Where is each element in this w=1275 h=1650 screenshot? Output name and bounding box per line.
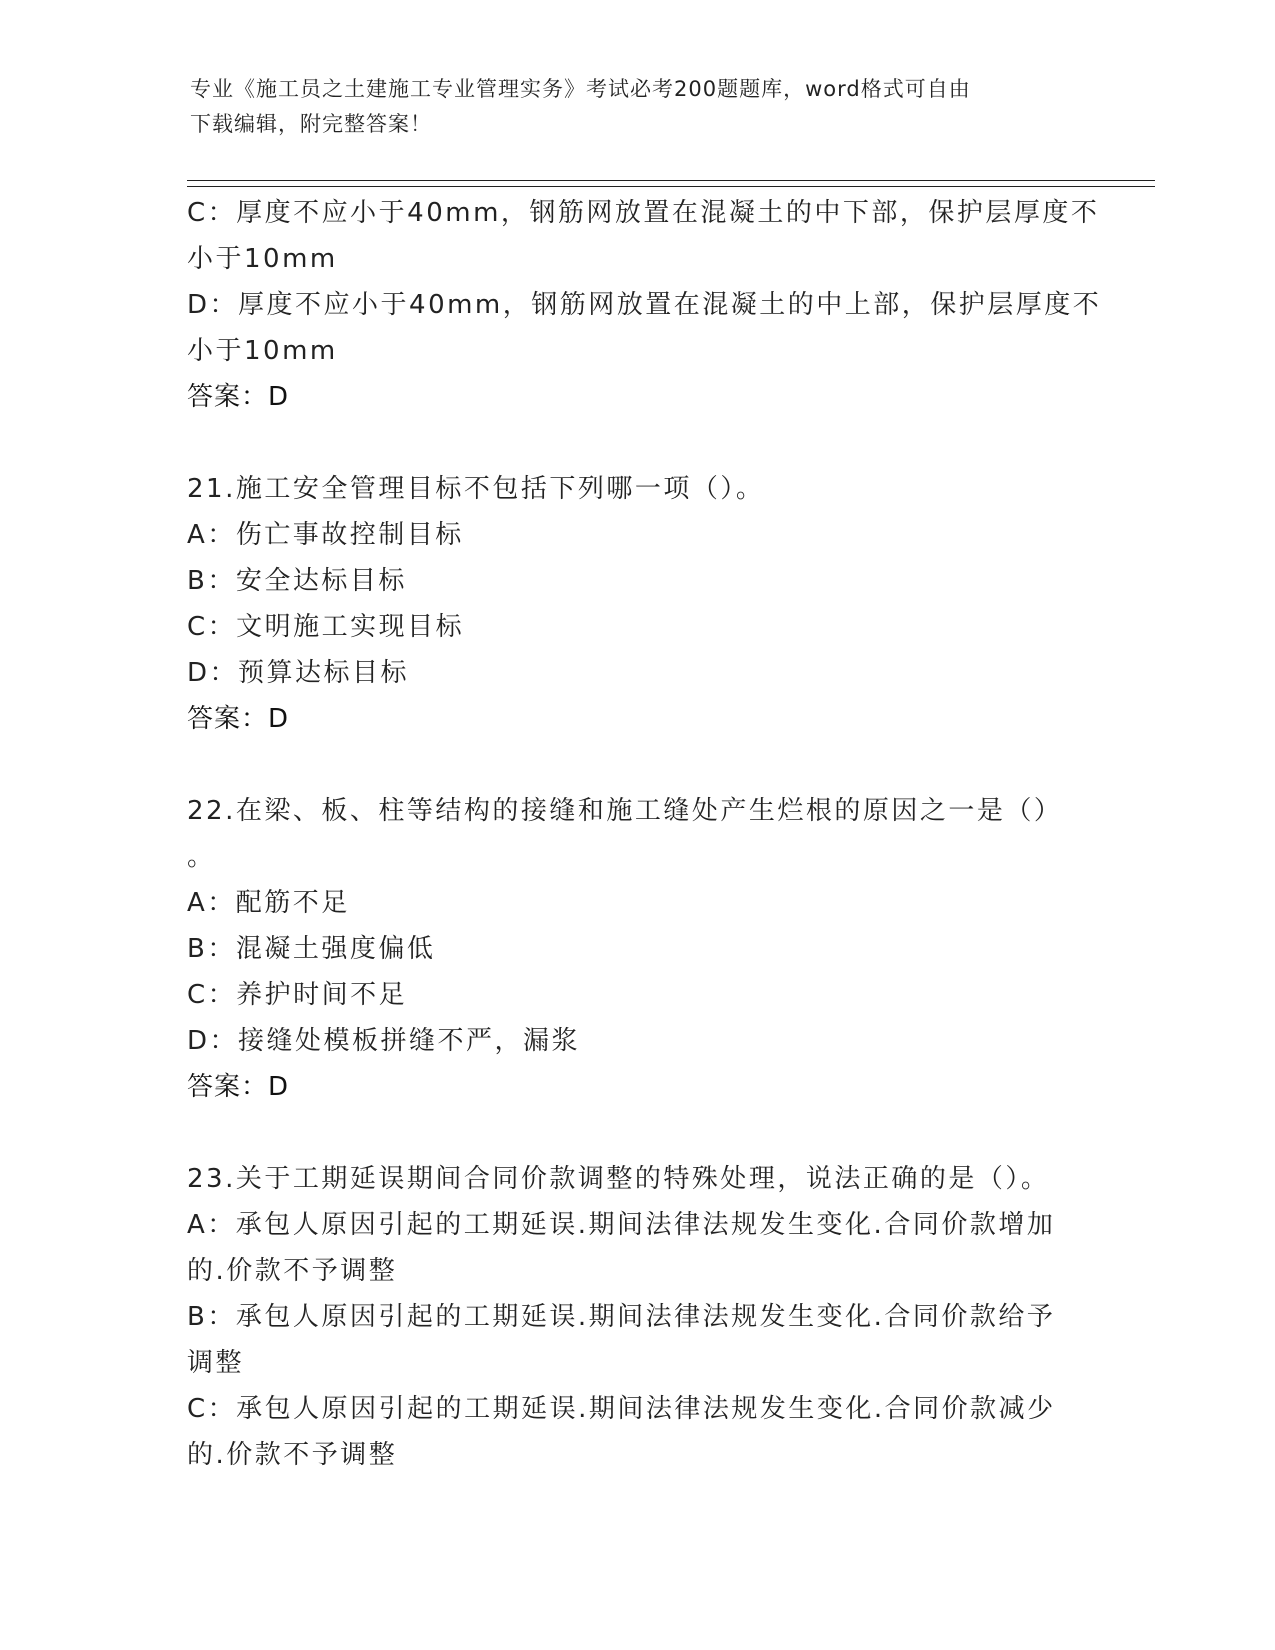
option-d: D：接缝处模板拼缝不严，漏浆 <box>187 1026 581 1056</box>
option-a: A：伤亡事故控制目标 <box>187 520 464 550</box>
option-d-line-2: 小于10mm <box>187 336 338 366</box>
answer: 答案：D <box>187 704 290 734</box>
header-line-2: 下载编辑，附完整答案！ <box>190 112 432 136</box>
option-c: C：文明施工实现目标 <box>187 612 465 642</box>
question-stem-line-2: 。 <box>187 842 216 872</box>
header-line-1: 专业《施工员之土建施工专业管理实务》考试必考200题题库，word格式可自由 <box>190 77 971 101</box>
option-b-line-2: 调整 <box>187 1348 245 1378</box>
question-stem: 23.关于工期延误期间合同价款调整的特殊处理，说法正确的是（）。 <box>187 1164 1050 1194</box>
option-a-line-2: 的.价款不予调整 <box>187 1256 398 1286</box>
answer: 答案：D <box>187 1072 290 1102</box>
spacer <box>187 742 1087 788</box>
document-body <box>187 190 1102 1478</box>
option-c: C：养护时间不足 <box>187 980 408 1010</box>
previous-question-tail <box>187 190 1102 420</box>
question-stem-line-1: 22.在梁、板、柱等结构的接缝和施工缝处产生烂根的原因之一是（） <box>187 796 1063 826</box>
header-divider-top <box>187 180 1155 181</box>
option-d: D：预算达标目标 <box>187 658 410 688</box>
answer: 答案：D <box>187 382 290 412</box>
option-c-line-1: C：承包人原因引起的工期延误.期间法律法规发生变化.合同价款减少 <box>187 1394 1056 1424</box>
question-22 <box>187 788 1087 1110</box>
option-c-line-1: C：厚度不应小于40mm，钢筋网放置在混凝土的中下部，保护层厚度不 <box>187 198 1100 228</box>
option-b: B：安全达标目标 <box>187 566 407 596</box>
document-header <box>190 72 1070 142</box>
option-b: B：混凝土强度偏低 <box>187 934 436 964</box>
option-a-line-1: A：承包人原因引起的工期延误.期间法律法规发生变化.合同价款增加 <box>187 1210 1056 1240</box>
question-23 <box>187 1156 1087 1478</box>
option-a: A：配筋不足 <box>187 888 350 918</box>
spacer <box>187 420 1087 466</box>
question-stem: 21.施工安全管理目标不包括下列哪一项（）。 <box>187 474 765 504</box>
option-d-line-1: D：厚度不应小于40mm，钢筋网放置在混凝土的中上部，保护层厚度不 <box>187 290 1102 320</box>
option-c-line-2: 的.价款不予调整 <box>187 1440 398 1470</box>
question-21 <box>187 466 1087 742</box>
option-c-line-2: 小于10mm <box>187 244 338 274</box>
header-divider-bottom <box>187 186 1155 187</box>
option-b-line-1: B：承包人原因引起的工期延误.期间法律法规发生变化.合同价款给予 <box>187 1302 1056 1332</box>
spacer <box>187 1110 1087 1156</box>
